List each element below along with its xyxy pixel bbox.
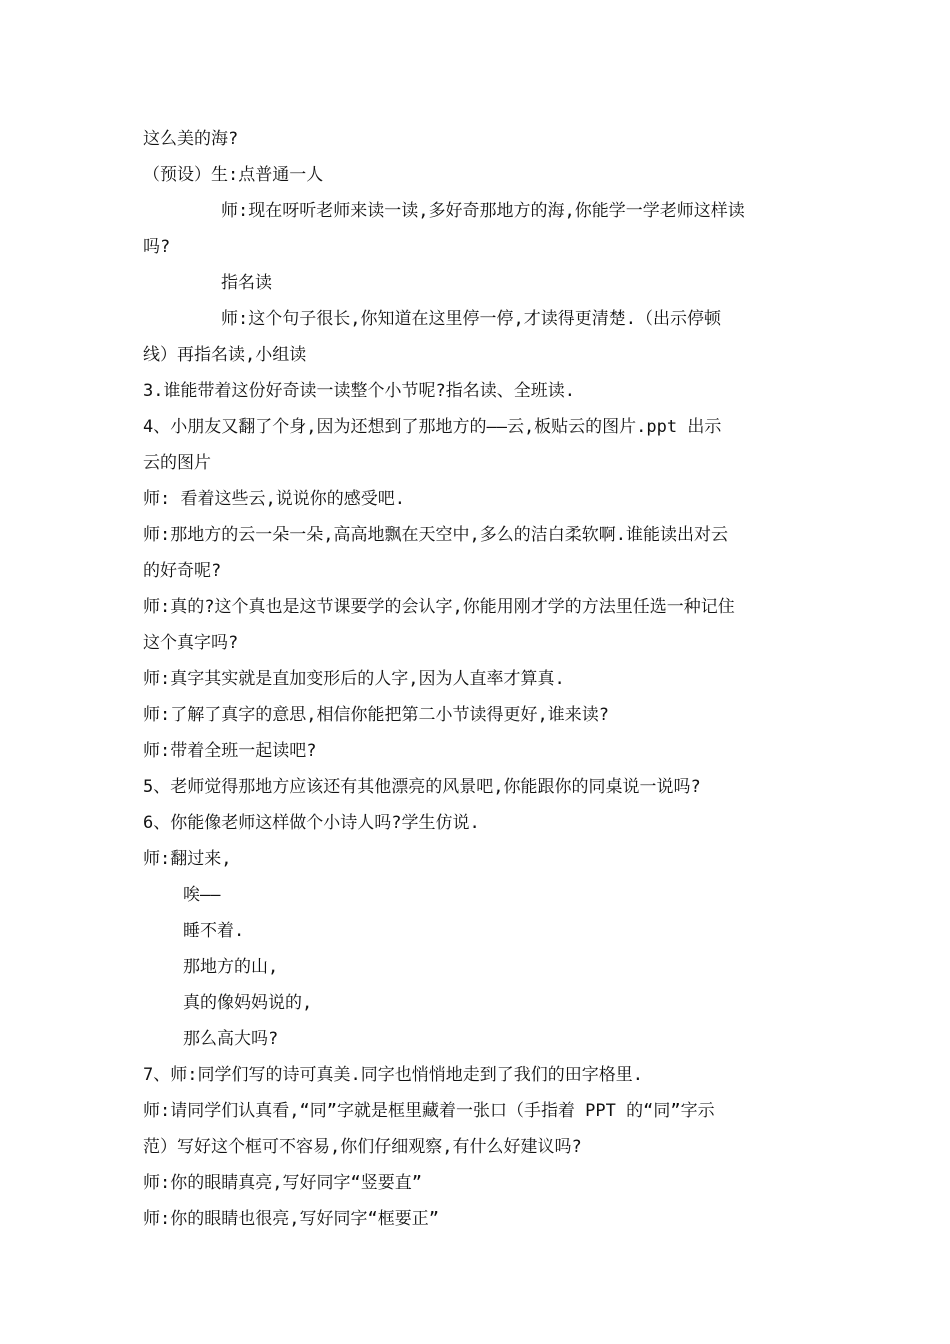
poem-line: 那地方的山,	[183, 957, 279, 977]
text-line: 师:真的?这个真也是这节课要学的会认字,你能用刚才学的方法里任选一种记住	[143, 597, 735, 617]
text-line: 师:真字其实就是直加变形后的人字,因为人直率才算真.	[143, 669, 565, 689]
text-line: 师:你的眼睛真亮,写好同字“竖要直”	[143, 1173, 422, 1193]
text-line: 线）再指名读,小组读	[143, 345, 307, 365]
text-line: 这个真字吗?	[143, 633, 239, 653]
text-line: 指名读	[221, 273, 272, 293]
text-line: 师:现在呀听老师来读一读,多好奇那地方的海,你能学一学老师这样读	[221, 201, 745, 221]
text-line: 师: 看着这些云,说说你的感受吧.	[143, 489, 405, 509]
text-line: 云的图片	[143, 453, 211, 473]
poem-line: 睡不着.	[183, 921, 245, 941]
text-line: 的好奇呢?	[143, 561, 222, 581]
text-line: 师:你的眼睛也很亮,写好同字“框要正”	[143, 1209, 439, 1229]
text-line: 师:这个句子很长,你知道在这里停一停,才读得更清楚.（出示停顿	[221, 309, 721, 329]
poem-line: 真的像妈妈说的,	[183, 993, 313, 1013]
text-line: 师:请同学们认真看,“同”字就是框里藏着一张口（手指着 PPT 的“同”字示	[143, 1101, 715, 1121]
text-line: 7、师:同学们写的诗可真美.同字也悄悄地走到了我们的田字格里.	[143, 1065, 643, 1085]
text-line: （预设）生:点普通一人	[143, 165, 324, 185]
text-line: 师:带着全班一起读吧?	[143, 741, 317, 761]
poem-line: 唉——	[183, 885, 221, 905]
text-line: 师:那地方的云一朵一朵,高高地飘在天空中,多么的洁白柔软啊.谁能读出对云	[143, 525, 728, 545]
text-line: 这么美的海?	[143, 129, 239, 149]
text-line: 吗?	[143, 237, 171, 257]
text-line: 师:了解了真字的意思,相信你能把第二小节读得更好,谁来读?	[143, 705, 609, 725]
text-line: 5、老师觉得那地方应该还有其他漂亮的风景吧,你能跟你的同桌说一说吗?	[143, 777, 701, 797]
text-line: 6、你能像老师这样做个小诗人吗?学生仿说.	[143, 813, 480, 833]
poem-line: 那么高大吗?	[183, 1029, 279, 1049]
text-line: 3.谁能带着这份好奇读一读整个小节呢?指名读、全班读.	[143, 381, 575, 401]
document-body	[143, 121, 808, 1237]
text-line: 师:翻过来,	[143, 849, 232, 869]
text-line: 4、小朋友又翻了个身,因为还想到了那地方的——云,板贴云的图片.ppt 出示	[143, 417, 722, 437]
text-line: 范）写好这个框可不容易,你们仔细观察,有什么好建议吗?	[143, 1137, 582, 1157]
